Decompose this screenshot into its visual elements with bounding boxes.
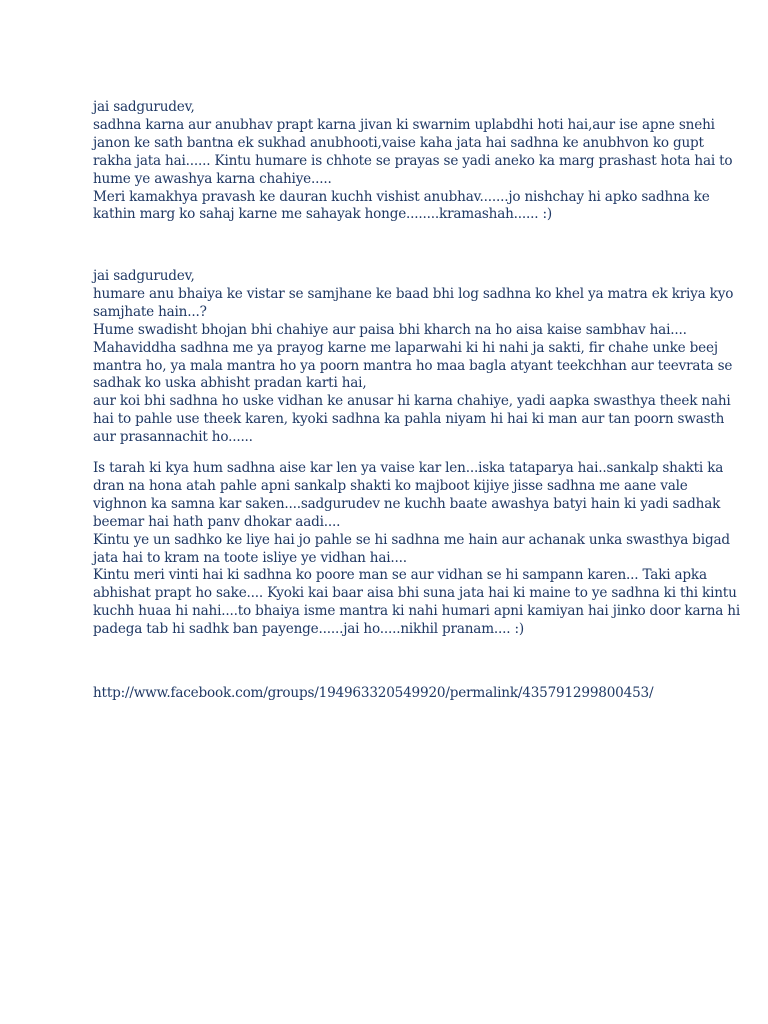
text-line: mantra ho, ya mala mantra ho ya poorn mantra ho maa bagla atyant teekchhan aur teevrata se	[93, 357, 733, 374]
text-line: kathin marg ko sahaj karne me sahayak honge........kramashah...... :)	[93, 206, 552, 223]
text-line: aur koi bhi sadhna ho uske vidhan ke anusar hi karna chahiye, yadi aapka swasthya theek nahi	[93, 393, 731, 410]
text-line: Kintu meri vinti hai ki sadhna ko poore man se aur vidhan se hi sampann karen... Taki apka	[93, 567, 707, 584]
paragraph-1	[93, 99, 732, 224]
paragraph-3	[93, 460, 740, 639]
text-line: Mahaviddha sadhna me ya prayog karne me laparwahi ki hi nahi ja sakti, fir chahe unke beej	[93, 339, 718, 356]
text-line: sadhna karna aur anubhav prapt karna jivan ki swarnim uplabdhi hoti hai,aur ise apne snehi	[93, 116, 715, 133]
text-line: jai sadgurudev,	[93, 99, 195, 115]
text-line: sadhak ko uska abhisht pradan karti hai,	[93, 375, 367, 392]
text-line: beemar hai hath panv dhokar aadi....	[93, 513, 341, 530]
text-line: rakha jata hai...... Kintu humare is chhote se prayas se yadi aneko ka marg prashast hota hai to	[93, 152, 733, 169]
text-line: janon ke sath bantna ek sukhad anubhooti,vaise kaha jata hai sadhna ke anubhvon ko gupt	[93, 134, 704, 151]
paragraph-2	[93, 268, 733, 447]
text-line: samjhate hain...?	[93, 303, 207, 320]
text-line: abhishat prapt ho sake.... Kyoki kai baar aisa bhi suna jata hai ki maine to ye sadhna ki thi kintu	[93, 585, 737, 602]
text-line: dran na hona atah pahle apni sankalp shakti ko majboot kijiye jisse sadhna me aane vale	[93, 477, 688, 494]
text-line: Is tarah ki kya hum sadhna aise kar len ya vaise kar len...iska tataparya hai..sankalp shakti ka	[93, 460, 724, 476]
text-line: Kintu ye un sadhko ke liye hai jo pahle se hi sadhna me hain aur achanak unka swasthya bigad	[93, 531, 730, 548]
source-link[interactable]	[93, 685, 653, 703]
source-link-text[interactable]: http://www.facebook.com/groups/194963320549920/permalink/435791299800453/	[93, 685, 654, 701]
text-line: hai to pahle use theek karen, kyoki sadhna ka pahla niyam hi hai ki man aur tan poorn swasth	[93, 411, 725, 428]
text-line: jai sadgurudev,	[93, 268, 195, 284]
text-line: Hume swadisht bhojan bhi chahiye aur paisa bhi kharch na ho aisa kaise sambhav hai....	[93, 321, 687, 338]
text-line: jata hai to kram na toote isliye ye vidhan hai....	[93, 549, 407, 566]
text-line: humare anu bhaiya ke vistar se samjhane ke baad bhi log sadhna ko khel ya matra ek kriya kyo	[93, 285, 734, 302]
text-line: aur prasannachit ho......	[93, 429, 253, 446]
text-line: vighnon ka samna kar saken....sadgurudev ne kuchh baate awashya batyi hain ki yadi sadhak	[93, 495, 721, 512]
text-line: hume ye awashya karna chahiye.....	[93, 170, 332, 187]
text-line: kuchh huaa hi nahi....to bhaiya isme mantra ki nahi humari apni kamiyan hai jinko door karna hi	[93, 603, 740, 620]
text-line: padega tab hi sadhk ban payenge......jai ho.....nikhil pranam.... :)	[93, 621, 524, 638]
text-line: Meri kamakhya pravash ke dauran kuchh vishist anubhav.......jo nishchay hi apko sadhna ke	[93, 188, 710, 205]
